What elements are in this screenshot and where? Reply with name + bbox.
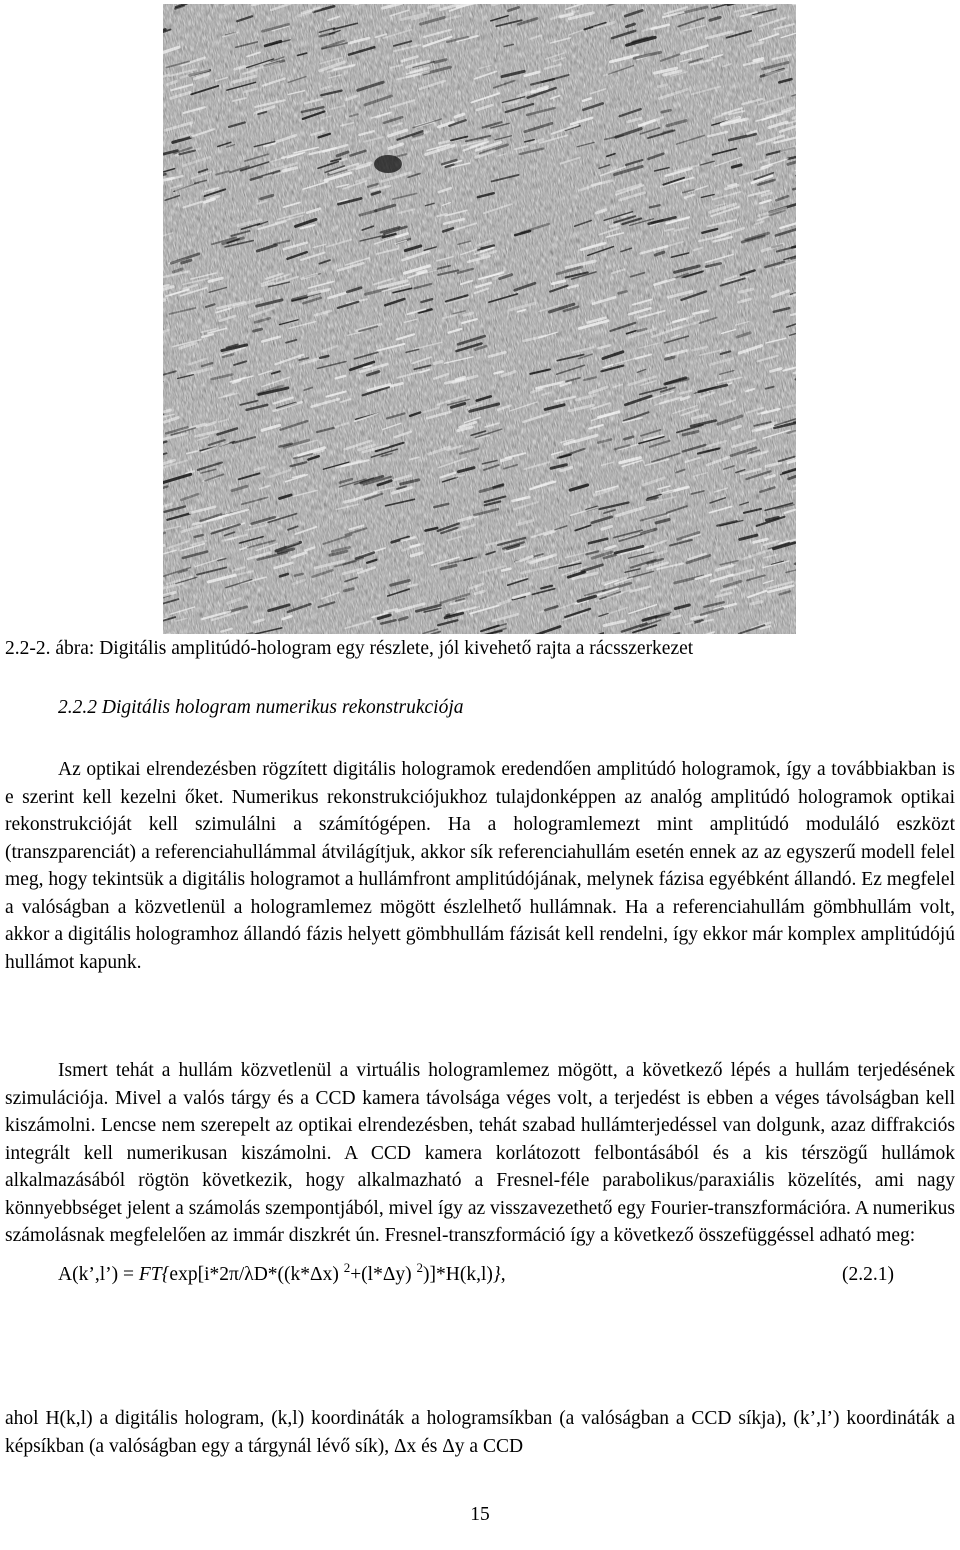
figure-caption: 2.2-2. ábra: Digitális amplitúdó-hologram egy részlete, jól kivehető rajta a rácsszerkezet bbox=[5, 638, 694, 659]
equation-ft: FT{ bbox=[138, 1264, 170, 1285]
fringe-streak bbox=[434, 361, 442, 363]
equation-lhs: A(k’,l’) = bbox=[58, 1264, 139, 1285]
equation-close: } bbox=[492, 1264, 501, 1285]
fringe-streak bbox=[509, 102, 517, 104]
hologram-dark-spot bbox=[374, 155, 402, 173]
fringe-streak bbox=[666, 357, 674, 359]
hologram-figure bbox=[163, 4, 796, 634]
paragraph-2: Ismert tehát a hullám közvetlenül a virtuális hologramlemez mögött, a következő lépés a hullám terjedésének szimulációja. Mivel a valós tárgy és a CCD kamera távolsága véges volt, a terjedést is ebben a véges távolságban kell kiszámolni. Lencse nem szerepelt az optikai elrendezésben, tehát szabad hullámterjedéssel van dolgunk, azaz diffrakciós integrált kell numerikusan kiszámolni. A CCD kamera korlátozott felbontásából és a kis térszögű hullámok alkalmazásából rögtön következik, hogy alkalmazható a Fresnel-féle parabolikus/paraxiális közelítés, ami nagy könnyebbséget jelent a számolás szempontjából, mivel így az visszavezethető egy Fourier-transzformációra. A numerikus számolásnak megfelelően az immár diszkrét ún. Fresnel-transzformáció így a következő összefüggéssel adható meg: bbox=[5, 1060, 955, 1246]
paragraph-3: ahol H(k,l) a digitális hologram, (k,l) koordináták a hologramsíkban (a valóságban a CCD síkja), (k’,l’) koordináták a képsíkban (a valóságban egy a tárgynál lévő sík), Δx és Δy a CCD bbox=[5, 1408, 955, 1457]
equation-sup-1: 2 bbox=[343, 1260, 351, 1275]
equation-sup-2: 2 bbox=[416, 1260, 424, 1275]
equation-tail: , bbox=[500, 1264, 506, 1285]
equation-2-2-1 bbox=[58, 1262, 898, 1288]
equation-part-3: )]*H(k,l) bbox=[423, 1264, 493, 1285]
equation-part-2: +(l*Δy) bbox=[350, 1264, 417, 1285]
page-number: 15 bbox=[470, 1504, 490, 1525]
fringe-streak bbox=[619, 291, 627, 293]
fringe-streak bbox=[254, 329, 262, 331]
equation-number: (2.2.1) bbox=[842, 1264, 894, 1285]
hologram-image bbox=[163, 4, 796, 634]
paragraph-1: Az optikai elrendezésben rögzített digitális hologramok eredendően amplitúdó hologramok, így a továbbiakban is e szerint kell kezelni őket. Numerikus rekonstrukciójukhoz tulajdonképpen az analóg amplitúdó hologramok optikai rekonstrukcióját kell szimulálni a számítógépen. Ha a hologramlemezt mint amplitúdó moduláló eszközt (transzparenciát) a referenciahullámmal átvilágítjuk, akkor sík referenciahullám esetén ennek az az egyszerű modell felel meg, hogy tekintsük a digitális hologramot a hullámfront amplitúdójának, melynek fázisa egyébként állandó. Ez megfelel a valóságban a közvetlenül a hologramlemez mögött észlelhető hullámnak. Ha a referenciahullám gömbhullám volt, akkor a digitális hologramhoz állandó fázis helyett gömbhullám fázisát kell rendelni, így ekkor már komplex amplitúdójú hullámot kapunk. bbox=[5, 759, 955, 973]
section-heading: 2.2.2 Digitális hologram numerikus rekonstrukciója bbox=[58, 697, 464, 718]
hologram-texture bbox=[163, 4, 796, 634]
equation-part-1: exp[i*2π/λD*((k*Δx) bbox=[169, 1264, 344, 1285]
